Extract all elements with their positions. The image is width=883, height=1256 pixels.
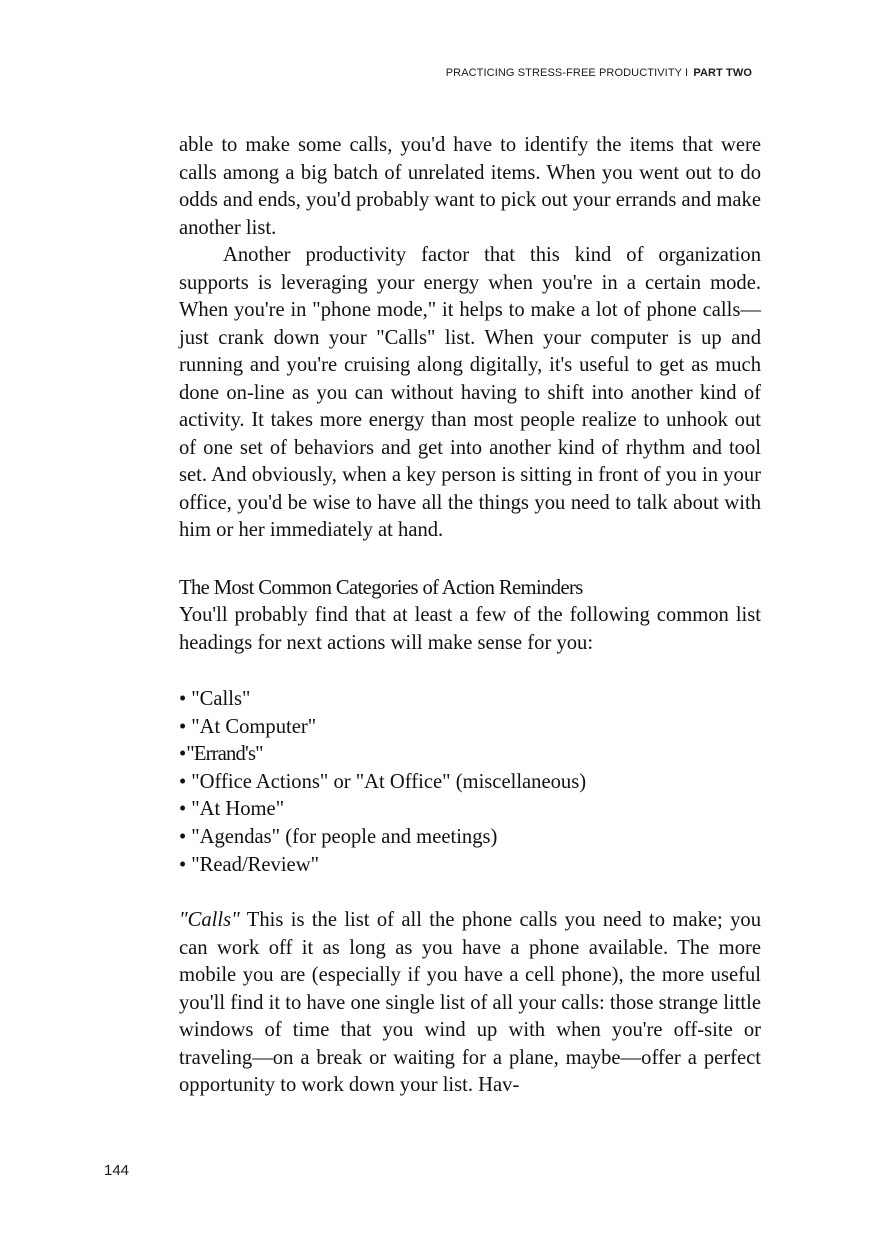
calls-term: "Calls" bbox=[179, 909, 240, 931]
running-title: PRACTICING STRESS-FREE PRODUCTIVITY I bbox=[445, 67, 689, 79]
list-item bbox=[179, 796, 586, 824]
bullet-icon: • bbox=[179, 825, 187, 848]
calls-paragraph bbox=[179, 907, 761, 1100]
bullet-icon: • bbox=[179, 853, 187, 876]
section-intro-text: You'll probably find that at least a few of the following common list headings for next actions will make sense for you: bbox=[179, 604, 761, 654]
bullet-icon: • bbox=[179, 688, 187, 710]
list-item-text: "Calls" bbox=[191, 688, 251, 710]
calls-paragraph-text bbox=[179, 907, 761, 1100]
list-item bbox=[179, 852, 586, 880]
list-item bbox=[179, 769, 586, 797]
list-item bbox=[179, 741, 586, 769]
bullet-icon: • bbox=[179, 770, 187, 793]
list-item-text: "At Computer" bbox=[191, 715, 317, 738]
list-item-text: "Office Actions" or "At Office" (miscellaneous) bbox=[191, 770, 587, 793]
section-heading: The Most Common Categories of Action Reminders bbox=[179, 577, 583, 599]
list-item bbox=[179, 714, 586, 742]
paragraph-continuation: able to make some calls, you'd have to identify the items that were calls among a big batch of unrelated items. When you went out to do odds and ends, you'd probably want to pick out your errands and make another list. bbox=[179, 134, 761, 239]
category-list bbox=[179, 686, 586, 879]
list-item bbox=[179, 824, 586, 852]
part-label: PART TWO bbox=[693, 67, 752, 79]
bullet-icon: • bbox=[179, 743, 187, 766]
paragraph-energy-modes: Another productivity factor that this kind of organization supports is leveraging your energy when you're in a certain mode. When you're in "phone mode," it helps to make a lot of phone calls—just crank down your "Calls" list. When your computer is up and running and you're cruising along digitally, it's useful to get as much done on-line as you can without having to shift into another kind of activity. It takes more energy than most people realize to unhook out of one set of behaviors and get into another kind of rhythm and tool set. And obviously, when a key person is sitting in front of you in your office, you'd be wise to have all the things you need to talk about with him or her immediately at hand. bbox=[179, 244, 761, 541]
bullet-icon: • bbox=[179, 715, 187, 738]
opening-paragraphs bbox=[179, 132, 761, 545]
list-item-text: "Read/Review" bbox=[191, 853, 319, 876]
list-item bbox=[179, 686, 586, 714]
list-item-text: "At Home" bbox=[191, 798, 285, 821]
page-number: 144 bbox=[104, 1162, 130, 1179]
calls-description: This is the list of all the phone calls you need to make; you can work off it as long as you have a phone available. The more mobile you are (especially if you have a cell phone), the more useful you'll find it to have one single list of all your calls: those strange little windows of time that you wind up with when you're off-site or traveling—on a break or waiting for a plane, maybe—offer a perfect opportunity to work down your list. Hav- bbox=[179, 909, 761, 1096]
bullet-icon: • bbox=[179, 798, 187, 821]
list-item-text: "Errand's" bbox=[186, 743, 263, 766]
running-header bbox=[446, 67, 752, 79]
list-item-text: "Agendas" (for people and meetings) bbox=[191, 825, 498, 848]
section-intro bbox=[179, 602, 761, 657]
